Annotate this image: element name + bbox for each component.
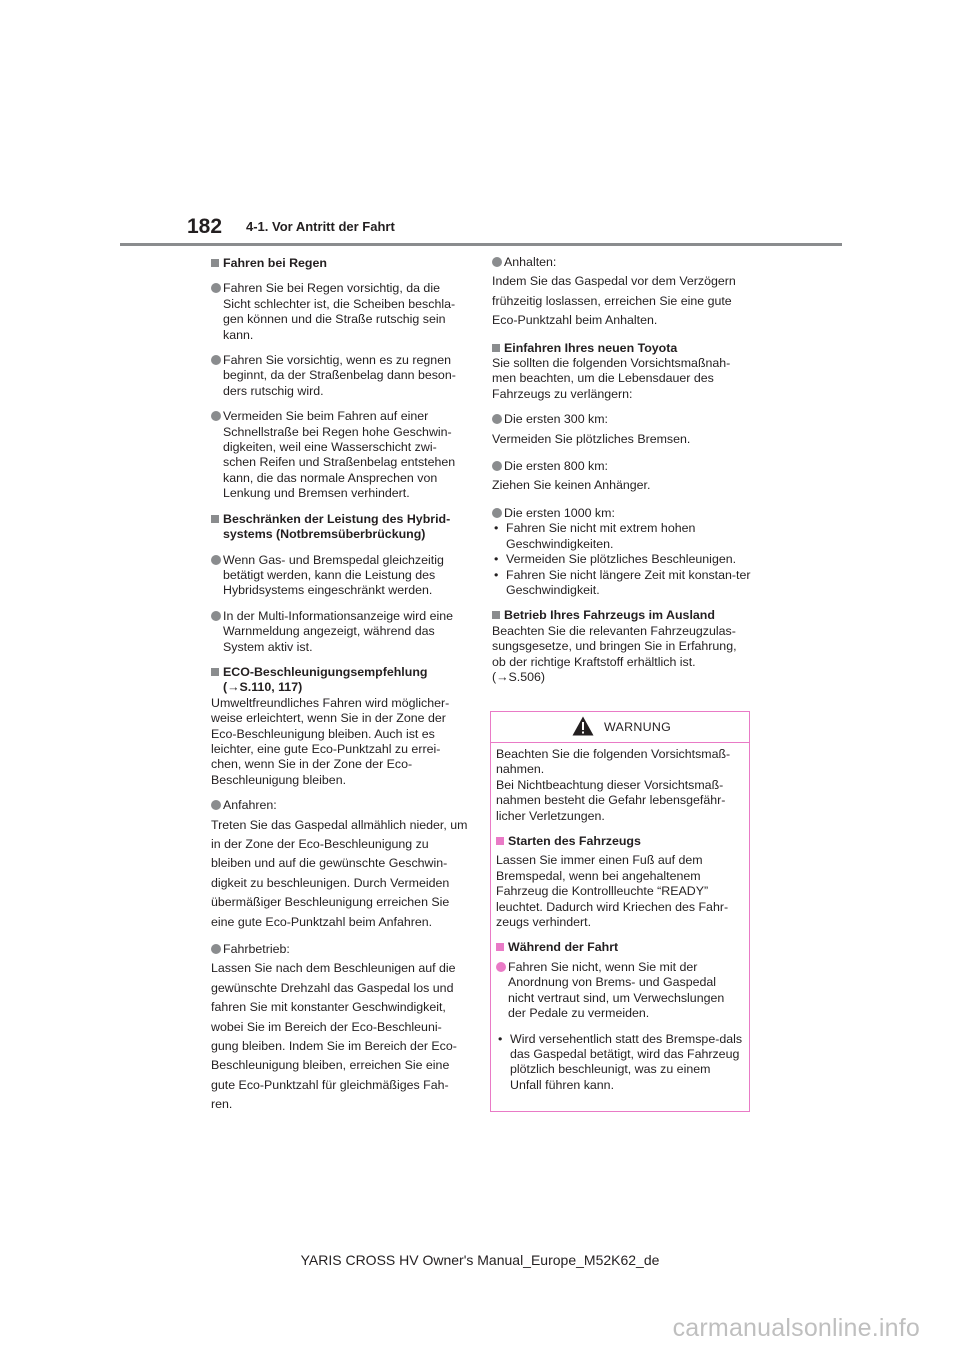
heading-abroad: Betrieb Ihres Fahrzeugs im Ausland [492,608,751,623]
breakin-description: Sie sollten die folgenden Vorsichtsmaßnah-men beachten, um die Lebensdauer des Fahrzeugs zu verlängern: [492,356,731,401]
round-bullet-icon [211,411,221,421]
page-number: 182 [187,215,223,238]
heading-eco: ECO-Beschleunigungsempfehlung (→S.110, 117) [211,665,469,696]
warning-body [496,744,744,1093]
round-bullet-icon [211,555,221,565]
round-bullet-icon [211,355,221,365]
square-bullet-icon [496,943,504,951]
square-bullet-icon [492,344,500,352]
watermark: carmanualsonline.info [672,1314,920,1342]
list-item: • Vermeiden Sie plötzliches Beschleunigen. [494,552,737,567]
left-column [211,256,469,1125]
round-bullet-icon [492,461,502,471]
warning-start-text: Lassen Sie immer einen Fuß auf dem Bremspedal, wenn bei angehaltenem Fahrzeug die Kontrollleuchte “READY” leuchtet. Dadurch wird Kriechen des Fahr-zeugs verhindert. [496,853,729,930]
list-item: • Fahren Sie nicht längere Zeit mit konstan-ter Geschwindigkeit. [494,567,751,597]
bullet-limit-1: Wenn Gas- und Bremspedal gleichzeitig betätigt werden, kann die Leistung des Hybridsystems eingeschränkt werden. [211,553,469,599]
round-bullet-icon [492,257,502,267]
bullet-limit-2: In der Multi-Informationsanzeige wird eine Warnmeldung angezeigt, während das System aktiv ist. [211,609,469,655]
warning-drive-subitem: • Wird versehentlich statt des Bremspe-dals das Gaspedal betätigt, wird das Fahrzeug plötzlich beschleunigt, was zu einem Unfall führen kann. [498,1031,743,1092]
warning-triangle-icon [572,716,594,736]
bullet-stop: Anhalten: [492,255,751,270]
square-bullet-icon [211,259,219,267]
square-bullet-icon [211,668,219,676]
round-bullet-icon [496,962,506,972]
stop-description: Indem Sie das Gaspedal vor dem Verzögern frühzeitig loslassen, erreichen Sie eine gute Eco-Punktzahl beim Anhalten. [492,274,736,328]
warning-title: WARNUNG [604,720,672,734]
drive-description: Lassen Sie nach dem Beschleunigen auf die gewünschte Drehzahl das Gaspedal los und fahren Sie mit konstanter Geschwindigkeit, wobei Sie im Bereich der Eco-Beschleuni-gung bleiben. Indem Sie im Bereich der Eco-Beschleunigung bleiben, erreichen Sie eine gute Eco-Punktzahl für gleichmäßiges Fah-ren. [211,961,457,1112]
round-bullet-icon [211,611,221,621]
bullet-km300: Die ersten 300 km: [492,412,751,427]
warning-drive-bullet: Fahren Sie nicht, wenn Sie mit der Anordnung von Brems- und Gaspedal nicht vertraut sind, um Verwechslungen der Pedale zu vermeiden. [496,960,744,1022]
round-bullet-icon [211,283,221,293]
round-bullet-icon [492,414,502,424]
header-divider [120,243,842,246]
bullet-start: Anfahren: [211,798,469,813]
bullet-rain-2: Fahren Sie vorsichtig, wenn es zu regnen beginnt, da der Straßenbelag dann beson-ders rutschig wird. [211,353,469,399]
heading-rain: Fahren bei Regen [211,256,469,271]
start-description: Treten Sie das Gaspedal allmählich nieder, um in der Zone der Eco-Beschleunigung zu bleiben und auf die gewünschte Geschwin-digkeit zu beschleunigen. Durch Vermeiden übermäßiger Beschleunigung erreichen Sie eine gute Eco-Punktzahl beim Anfahren. [211,817,468,929]
eco-description: Umweltfreundliches Fahren wird möglicher-weise erleichtert, wenn Sie in der Zone der Eco-Beschleunigung bleiben. Auch ist es leichter, eine gute Eco-Punktzahl zu errei-chen, wenn Sie in der Zone der Eco-Beschleunigung bleiben. [211,695,450,787]
heading-breakin: Einfahren Ihres neuen Toyota [492,341,751,356]
abroad-description: Beachten Sie die relevanten Fahrzeugzulas-sungsgesetze, und bringen Sie in Erfahrung, ob der richtige Kraftstoff erhältlich ist. [492,623,737,669]
warning-heading-drive: Während der Fahrt [496,940,744,955]
km300-description: Vermeiden Sie plötzliches Bremsen. [492,431,691,446]
bullet-km800: Die ersten 800 km: [492,459,751,474]
right-column [492,255,751,685]
warning-heading-start: Starten des Fahrzeugs [496,834,744,849]
km1000-list [492,521,751,598]
bullet-drive: Fahrbetrieb: [211,942,469,957]
bullet-rain-3: Vermeiden Sie beim Fahren auf einer Schnellstraße bei Regen hohe Geschwin-digkeiten, weil eine Wasserschicht zwi-schen Reifen und Straßenbelag entstehen kann, die das normale Ansprechen von Lenkung und Bremsen verhindert. [211,409,469,501]
bullet-rain-1: Fahren Sie bei Regen vorsichtig, da die Sicht schlechter ist, die Scheiben beschla-gen können und die Straße rutschig sein kann. [211,281,469,343]
round-bullet-icon [492,508,502,518]
warning-intro: Beachten Sie die folgenden Vorsichtsmaß-nahmen. Bei Nichtbeachtung dieser Vorsichtsmaß-nahmen besteht die Gefahr lebensgefähr-licher Verletzungen. [496,747,731,823]
square-bullet-icon [496,837,504,845]
square-bullet-icon [492,611,500,619]
round-bullet-icon [211,944,221,954]
km800-description: Ziehen Sie keinen Anhänger. [492,478,651,493]
round-bullet-icon [211,800,221,810]
eco-page-reference[interactable]: (→S.110, 117) [223,680,303,695]
warning-box [490,711,750,1112]
abroad-page-reference[interactable]: (→S.506) [492,669,546,684]
warning-header [491,712,749,743]
list-item: • Fahren Sie nicht mit extrem hohen Geschwindigkeiten. [494,521,696,551]
bullet-km1000: Die ersten 1000 km: [492,506,751,521]
heading-limit: Beschränken der Leistung des Hybrid-systems (Notbremsüberbrückung) [211,512,469,543]
footer-manual-id: YARIS CROSS HV Owner's Manual_Europe_M52K62_de [300,1252,660,1268]
section-title: 4-1. Vor Antritt der Fahrt [246,219,395,234]
square-bullet-icon [211,515,219,523]
